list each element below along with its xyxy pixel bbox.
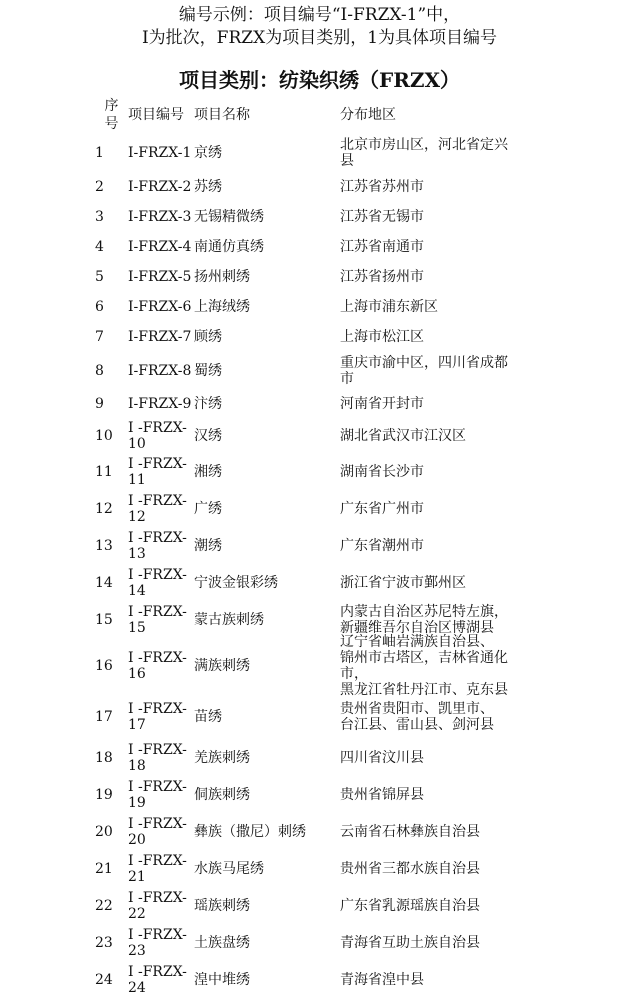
intro-line-1: 编号示例：项目编号“I-FRZX-1”中， [178, 5, 461, 25]
row-region [340, 269, 540, 285]
table-row [95, 418, 555, 453]
row-region-line: 云南省石林彝族自治县 [340, 823, 480, 840]
row-code-line: I -FRZX- [128, 815, 187, 832]
row-code-line: 22 [128, 905, 146, 922]
row-number: 6 [95, 299, 104, 315]
row-code [128, 145, 194, 161]
table-row [95, 134, 555, 172]
row-name: 湘绣 [194, 463, 222, 480]
table-row [95, 887, 555, 924]
row-region [340, 750, 540, 766]
row-region-line: 贵州省贵阳市、凯里市、 [340, 700, 494, 717]
table-row [95, 924, 555, 961]
row-name: 苏绣 [194, 179, 222, 195]
table-row [95, 564, 555, 601]
row-region-line: 县 [340, 153, 354, 169]
table-body [95, 134, 555, 998]
row-code-line: 14 [128, 582, 146, 599]
row-code-line: I-FRZX-9 [128, 396, 192, 412]
row-code [128, 927, 194, 959]
row-name: 满族刺绣 [194, 658, 250, 674]
row-name: 汉绣 [194, 427, 222, 444]
row-code-line: I -FRZX- [128, 492, 187, 509]
row-name: 潮绣 [194, 537, 222, 554]
table-row [95, 739, 555, 776]
row-code-line: 13 [128, 545, 146, 562]
row-region [340, 355, 540, 387]
row-region-line: 广东省乳源瑶族自治县 [340, 897, 480, 914]
row-name: 京绣 [194, 145, 222, 161]
row-code-line: 10 [128, 435, 146, 452]
table-row [95, 694, 555, 739]
row-region-line: 贵州省锦屏县 [340, 786, 424, 803]
row-code-line: I-FRZX-4 [128, 239, 192, 255]
row-region-line: 重庆市渝中区，四川省成都 [340, 355, 508, 371]
row-region [340, 898, 540, 914]
row-code [128, 964, 194, 996]
row-code [128, 239, 194, 255]
row-region [340, 787, 540, 803]
row-region-line: 北京市房山区，河北省定兴 [340, 137, 508, 153]
column-header-number-line-2: 号 [104, 116, 119, 132]
row-code-line: I -FRZX- [128, 778, 187, 795]
row-code-line: I -FRZX- [128, 852, 187, 869]
row-name: 彝族（撒尼）刺绣 [194, 823, 306, 840]
row-region-line: 新疆维吾尔自治区博湖县 [340, 619, 494, 636]
row-region [340, 575, 540, 591]
row-code [128, 209, 194, 225]
row-region-line: 江苏省扬州市 [340, 269, 424, 285]
row-code [128, 779, 194, 811]
row-region-line: 青海省湟中县 [340, 971, 424, 988]
row-code [128, 530, 194, 562]
row-number: 11 [95, 463, 113, 480]
row-region-line: 广东省潮州市 [340, 537, 424, 554]
row-number: 17 [95, 708, 113, 725]
row-region-line: 江苏省南通市 [340, 239, 424, 255]
row-name: 广绣 [194, 500, 222, 517]
row-code-line: 16 [128, 666, 146, 682]
row-region [340, 501, 540, 517]
row-code [128, 363, 194, 379]
table-row [95, 634, 555, 698]
row-code-line: I -FRZX- [128, 529, 187, 546]
row-region [340, 428, 540, 444]
row-name: 顾绣 [194, 329, 222, 345]
row-region [340, 538, 540, 554]
row-code-line: 17 [128, 716, 146, 733]
row-code-line: I -FRZX- [128, 650, 187, 666]
row-number: 13 [95, 537, 113, 554]
row-code-line: 23 [128, 942, 146, 959]
row-number: 24 [95, 971, 113, 988]
row-region-line: 锦州市古塔区，吉林省通化 [340, 650, 508, 666]
row-region [340, 464, 540, 480]
row-code [128, 853, 194, 885]
row-code-line: 18 [128, 757, 146, 774]
column-header-number [95, 97, 128, 133]
row-number: 2 [95, 179, 104, 195]
row-name: 蜀绣 [194, 363, 222, 379]
row-region [340, 299, 540, 315]
row-code [128, 456, 194, 488]
row-number: 4 [95, 239, 104, 255]
row-code-line: I-FRZX-7 [128, 329, 192, 345]
table-row [95, 850, 555, 887]
row-code [128, 179, 194, 195]
row-number: 19 [95, 786, 113, 803]
row-name: 瑶族刺绣 [194, 897, 250, 914]
table-row [95, 202, 555, 232]
row-code-line: 19 [128, 794, 146, 811]
row-region-line: 贵州省三都水族自治县 [340, 860, 480, 877]
row-region [340, 209, 540, 225]
row-code-line: 20 [128, 831, 146, 848]
intro-line-2: I为批次，FRZX为项目类别，1为具体项目编号 [141, 28, 498, 48]
row-code-line: I -FRZX- [128, 889, 187, 906]
row-number: 1 [95, 145, 104, 161]
column-header-region: 分布地区 [340, 107, 396, 123]
row-code-line: 15 [128, 619, 146, 636]
row-code-line: I -FRZX- [128, 926, 187, 943]
column-header-name: 项目名称 [194, 107, 250, 123]
row-code-line: 12 [128, 508, 146, 525]
row-number: 3 [95, 209, 104, 225]
row-name: 蒙古族刺绣 [194, 611, 264, 628]
row-name: 苗绣 [194, 708, 222, 725]
row-region [340, 972, 540, 988]
row-region-line: 广东省广州市 [340, 500, 424, 517]
row-number: 23 [95, 934, 113, 951]
row-region [340, 604, 540, 636]
row-code-line: I-FRZX-3 [128, 209, 192, 225]
row-number: 8 [95, 363, 104, 379]
row-region-line: 市， [340, 666, 368, 682]
row-code-line: I -FRZX- [128, 741, 187, 758]
row-region-line: 江苏省苏州市 [340, 179, 424, 195]
row-number: 12 [95, 500, 113, 517]
table-row [95, 232, 555, 262]
row-code-line: I-FRZX-5 [128, 269, 192, 285]
row-region-line: 内蒙古自治区苏尼特左旗， [340, 603, 508, 620]
row-region [340, 396, 540, 412]
row-region-line: 四川省汶川县 [340, 749, 424, 766]
row-region [340, 701, 540, 733]
row-code-line: 21 [128, 868, 146, 885]
row-code [128, 890, 194, 922]
row-region [340, 179, 540, 195]
row-name: 羌族刺绣 [194, 749, 250, 766]
row-number: 14 [95, 574, 113, 591]
row-region-line: 辽宁省岫岩满族自治县、 [340, 634, 494, 650]
row-region [340, 824, 540, 840]
row-number: 18 [95, 749, 113, 766]
table-row [95, 172, 555, 202]
row-name: 扬州刺绣 [194, 269, 250, 285]
intro-text [0, 4, 639, 50]
row-code-line: I -FRZX- [128, 963, 187, 980]
row-region [340, 329, 540, 345]
row-name: 南通仿真绣 [194, 239, 264, 255]
row-number: 9 [95, 396, 104, 412]
row-code-line: I-FRZX-6 [128, 299, 192, 315]
row-code-line: I-FRZX-8 [128, 363, 192, 379]
row-code [128, 567, 194, 599]
row-number: 7 [95, 329, 104, 345]
row-number: 20 [95, 823, 113, 840]
row-name: 上海绒绣 [194, 299, 250, 315]
row-name: 土族盘绣 [194, 934, 250, 951]
table-row [95, 352, 555, 390]
row-code [128, 604, 194, 636]
row-code [128, 329, 194, 345]
table-row [95, 292, 555, 322]
row-code-line: 11 [128, 471, 146, 488]
row-name: 无锡精微绣 [194, 209, 264, 225]
row-region-line: 河南省开封市 [340, 396, 424, 412]
row-region [340, 239, 540, 255]
row-code-line: I -FRZX- [128, 700, 187, 717]
table-row [95, 813, 555, 850]
row-region-line: 湖北省武汉市江汉区 [340, 427, 466, 444]
row-region [340, 137, 540, 169]
row-code-line: 24 [128, 979, 146, 996]
row-name: 侗族刺绣 [194, 786, 250, 803]
table-row [95, 390, 555, 418]
row-name: 汴绣 [194, 396, 222, 412]
row-region-line: 青海省互助土族自治县 [340, 934, 480, 951]
table-row [95, 776, 555, 813]
column-header-code: 项目编号 [128, 107, 184, 123]
row-region-line: 江苏省无锡市 [340, 209, 424, 225]
row-region [340, 935, 540, 951]
row-number: 5 [95, 269, 104, 285]
row-name: 水族马尾绣 [194, 860, 264, 877]
table-row [95, 527, 555, 564]
table-row [95, 453, 555, 490]
table-row [95, 322, 555, 352]
row-region-line: 湖南省长沙市 [340, 463, 424, 480]
table-row [95, 262, 555, 292]
table-row [95, 601, 555, 638]
table-header [95, 96, 555, 134]
row-region-line: 黑龙江省牡丹江市、克东县 [340, 682, 508, 698]
row-code [128, 701, 194, 733]
table-row [95, 490, 555, 527]
row-code-line: I -FRZX- [128, 566, 187, 583]
row-code [128, 650, 194, 682]
row-code [128, 493, 194, 525]
row-code-line: I-FRZX-2 [128, 179, 192, 195]
row-code [128, 269, 194, 285]
row-region-line: 台江县、雷山县、剑河县 [340, 716, 494, 733]
column-header-number-line-1: 序 [104, 98, 119, 114]
row-region [340, 634, 540, 698]
row-region-line: 上海市浦东新区 [340, 299, 438, 315]
row-number: 15 [95, 611, 113, 628]
row-code [128, 420, 194, 452]
row-code [128, 816, 194, 848]
row-number: 10 [95, 427, 113, 444]
row-code [128, 299, 194, 315]
row-code [128, 396, 194, 412]
section-title: 项目类别：纺染织绣（FRZX） [179, 68, 460, 92]
row-name: 湟中堆绣 [194, 971, 250, 988]
row-code [128, 742, 194, 774]
row-region-line: 市 [340, 371, 354, 387]
row-code-line: I -FRZX- [128, 455, 187, 472]
row-code-line: I-FRZX-1 [128, 145, 192, 161]
row-region-line: 上海市松江区 [340, 329, 424, 345]
project-table [95, 96, 555, 998]
table-row [95, 961, 555, 998]
row-code-line: I -FRZX- [128, 603, 187, 620]
row-region-line: 浙江省宁波市鄞州区 [340, 574, 466, 591]
row-region [340, 861, 540, 877]
row-name: 宁波金银彩绣 [194, 574, 278, 591]
row-number: 22 [95, 897, 113, 914]
row-number: 21 [95, 860, 113, 877]
row-number: 16 [95, 658, 113, 674]
row-code-line: I -FRZX- [128, 419, 187, 436]
